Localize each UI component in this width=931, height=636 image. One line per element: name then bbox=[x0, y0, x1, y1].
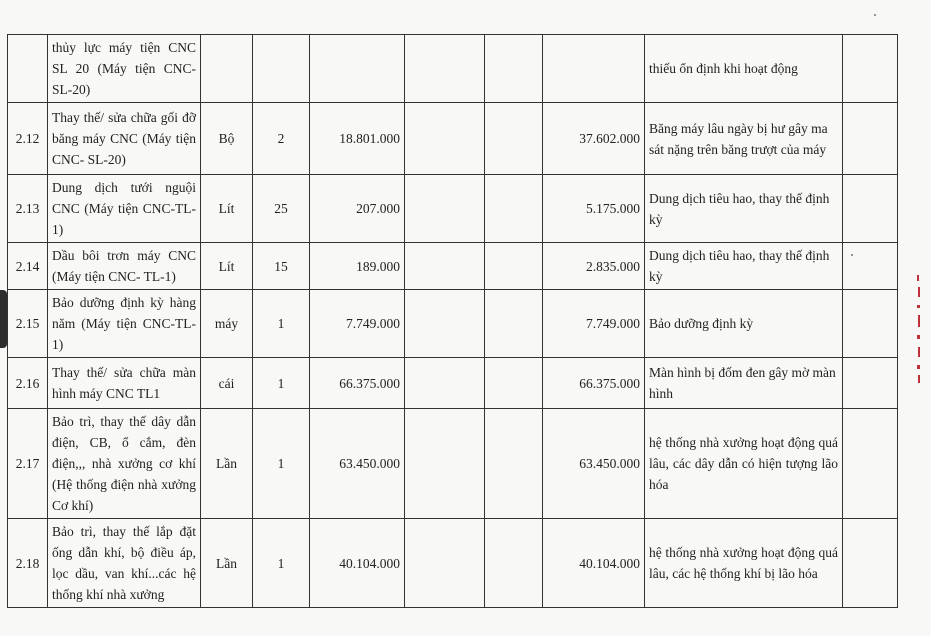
item-price: 18.801.000 bbox=[310, 103, 405, 175]
item-qty: 1 bbox=[253, 409, 310, 519]
item-price bbox=[310, 35, 405, 103]
item-note: hệ thống nhà xưởng hoạt động quá lâu, các dây dẫn có hiện tượng lão hóa bbox=[645, 409, 843, 519]
empty-cell bbox=[405, 358, 485, 409]
empty-cell bbox=[405, 290, 485, 358]
item-name: Dầu bôi trơn máy CNC (Máy tiện CNC- TL-1) bbox=[48, 243, 201, 290]
scan-speck bbox=[874, 14, 876, 16]
empty-cell bbox=[843, 358, 898, 409]
item-total: 37.602.000 bbox=[543, 103, 645, 175]
item-unit: máy bbox=[201, 290, 253, 358]
item-note: Màn hình bị đốm đen gây mờ màn hình bbox=[645, 358, 843, 409]
item-qty: 1 bbox=[253, 519, 310, 608]
row-number: 2.14 bbox=[8, 243, 48, 290]
item-unit: cái bbox=[201, 358, 253, 409]
item-price: 189.000 bbox=[310, 243, 405, 290]
item-qty: 2 bbox=[253, 103, 310, 175]
stamp-mark bbox=[917, 365, 920, 369]
empty-cell bbox=[843, 409, 898, 519]
row-number: 2.16 bbox=[8, 358, 48, 409]
item-qty: 25 bbox=[253, 175, 310, 243]
empty-cell bbox=[843, 35, 898, 103]
stamp-mark bbox=[917, 335, 920, 339]
item-total: 5.175.000 bbox=[543, 175, 645, 243]
table-row bbox=[8, 358, 898, 409]
empty-cell bbox=[485, 103, 543, 175]
item-total: 2.835.000 bbox=[543, 243, 645, 290]
item-name: Thay thế/ sửa chữa gối đỡ băng máy CNC (Máy tiện CNC- SL-20) bbox=[48, 103, 201, 175]
row-number: 2.18 bbox=[8, 519, 48, 608]
item-unit: Bộ bbox=[201, 103, 253, 175]
item-total bbox=[543, 35, 645, 103]
empty-cell bbox=[485, 409, 543, 519]
row-number: 2.13 bbox=[8, 175, 48, 243]
item-price: 7.749.000 bbox=[310, 290, 405, 358]
empty-cell bbox=[405, 519, 485, 608]
empty-cell bbox=[485, 519, 543, 608]
item-name: Bảo trì, thay thế lắp đặt ống dẫn khí, bộ điều áp, lọc dầu, van khí...các hệ thống khí nhà xưởng bbox=[48, 519, 201, 608]
stamp-mark bbox=[917, 275, 919, 281]
item-price: 207.000 bbox=[310, 175, 405, 243]
item-price: 40.104.000 bbox=[310, 519, 405, 608]
table-row bbox=[8, 519, 898, 608]
empty-cell bbox=[485, 35, 543, 103]
empty-cell bbox=[843, 290, 898, 358]
empty-cell bbox=[485, 175, 543, 243]
row-number: 2.17 bbox=[8, 409, 48, 519]
item-unit: Lần bbox=[201, 519, 253, 608]
table-row bbox=[8, 409, 898, 519]
row-number bbox=[8, 35, 48, 103]
cost-table bbox=[7, 34, 898, 608]
row-number: 2.12 bbox=[8, 103, 48, 175]
empty-cell bbox=[485, 358, 543, 409]
table-row bbox=[8, 103, 898, 175]
item-total: 40.104.000 bbox=[543, 519, 645, 608]
item-note: Dung dịch tiêu hao, thay thế định kỳ bbox=[645, 175, 843, 243]
item-price: 63.450.000 bbox=[310, 409, 405, 519]
item-unit: Lít bbox=[201, 243, 253, 290]
item-note: Bảo dưỡng định kỳ bbox=[645, 290, 843, 358]
item-name: thủy lực máy tiện CNC SL 20 (Máy tiện CNC-SL-20) bbox=[48, 35, 201, 103]
table-row bbox=[8, 175, 898, 243]
item-price: 66.375.000 bbox=[310, 358, 405, 409]
item-total: 7.749.000 bbox=[543, 290, 645, 358]
empty-cell bbox=[843, 175, 898, 243]
empty-cell bbox=[405, 409, 485, 519]
item-name: Dung dịch tưới nguội CNC (Máy tiện CNC-TL-1) bbox=[48, 175, 201, 243]
item-note: hệ thống nhà xưởng hoạt động quá lâu, các hệ thống khí bị lão hóa bbox=[645, 519, 843, 608]
empty-cell bbox=[843, 243, 898, 290]
item-name: Thay thế/ sửa chữa màn hình máy CNC TL1 bbox=[48, 358, 201, 409]
stamp-mark bbox=[918, 287, 920, 297]
stamp-mark bbox=[918, 375, 920, 383]
empty-cell bbox=[405, 175, 485, 243]
item-total: 63.450.000 bbox=[543, 409, 645, 519]
empty-cell bbox=[405, 103, 485, 175]
item-unit: Lần bbox=[201, 409, 253, 519]
empty-cell bbox=[405, 35, 485, 103]
item-name: Bảo dưỡng định kỳ hàng năm (Máy tiện CNC-TL-1) bbox=[48, 290, 201, 358]
item-name: Bảo trì, thay thế dây dẫn điện, CB, ổ cắm, đèn điện,,, nhà xưởng cơ khí (Hệ thống điện nhà xưởng Cơ khí) bbox=[48, 409, 201, 519]
margin-stamp-marks bbox=[913, 275, 925, 385]
empty-cell bbox=[405, 243, 485, 290]
item-unit bbox=[201, 35, 253, 103]
scan-speck bbox=[851, 254, 853, 256]
item-note: thiếu ổn định khi hoạt động bbox=[645, 35, 843, 103]
stamp-mark bbox=[918, 315, 920, 327]
empty-cell bbox=[485, 243, 543, 290]
table-row bbox=[8, 290, 898, 358]
item-note: Dung dịch tiêu hao, thay thế định kỳ bbox=[645, 243, 843, 290]
item-qty: 1 bbox=[253, 358, 310, 409]
item-qty: 1 bbox=[253, 290, 310, 358]
stamp-mark bbox=[917, 305, 920, 308]
table-row bbox=[8, 243, 898, 290]
empty-cell bbox=[843, 103, 898, 175]
empty-cell bbox=[843, 519, 898, 608]
item-unit: Lít bbox=[201, 175, 253, 243]
empty-cell bbox=[485, 290, 543, 358]
page-edge-marker bbox=[0, 290, 7, 348]
item-qty bbox=[253, 35, 310, 103]
item-total: 66.375.000 bbox=[543, 358, 645, 409]
stamp-mark bbox=[918, 347, 920, 357]
row-number: 2.15 bbox=[8, 290, 48, 358]
table-row bbox=[8, 35, 898, 103]
item-note: Băng máy lâu ngày bị hư gây ma sát nặng trên băng trượt của máy bbox=[645, 103, 843, 175]
item-qty: 15 bbox=[253, 243, 310, 290]
